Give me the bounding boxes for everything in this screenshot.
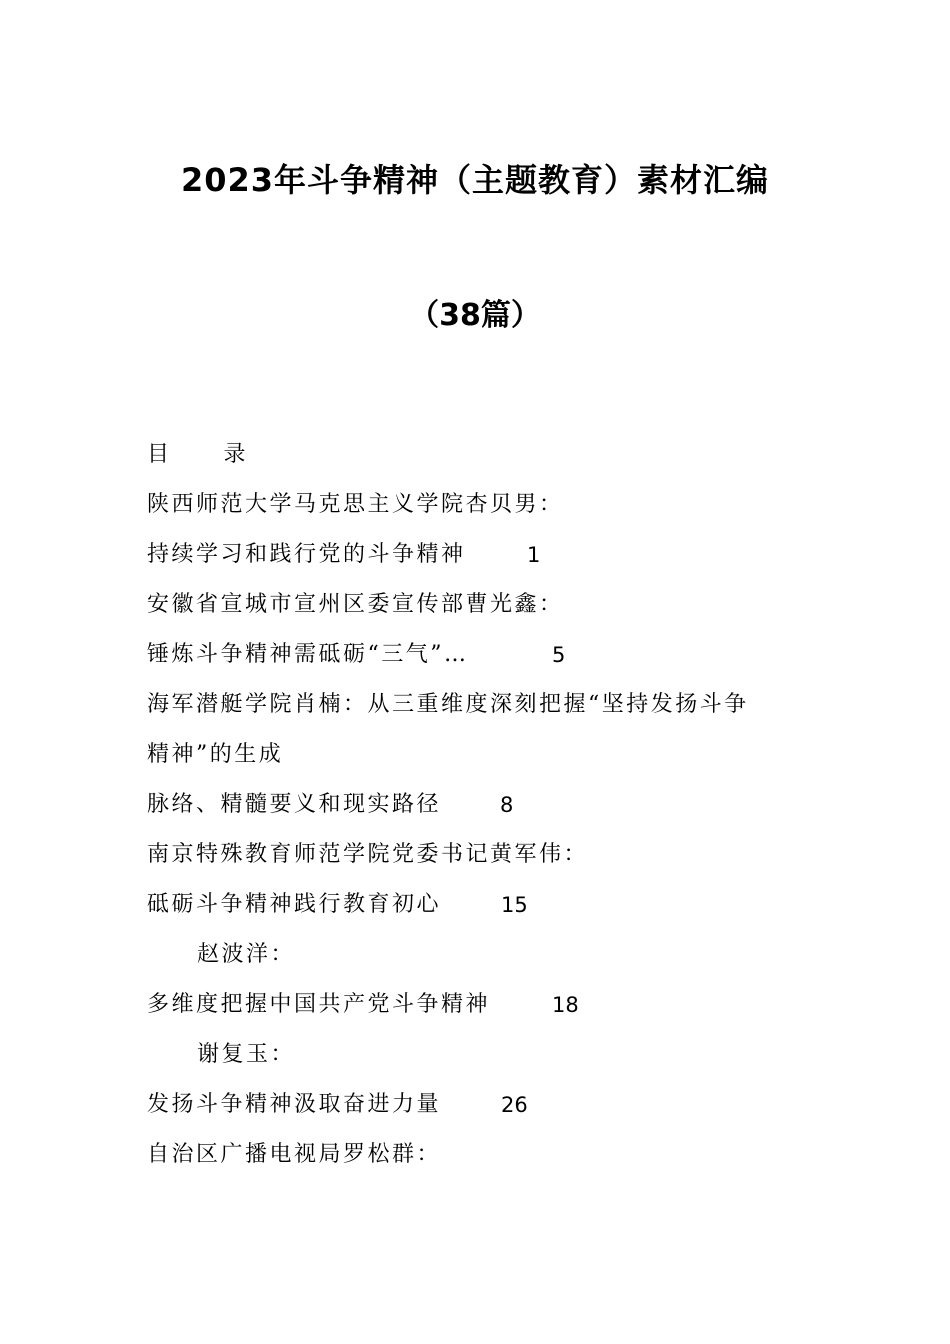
toc-entry[interactable] — [147, 830, 817, 880]
document-subtitle: （38篇） — [409, 298, 541, 333]
toc-entry-text: 精神”的生成 — [147, 742, 284, 767]
toc-entry-text: 陕西师范大学马克思主义学院杏贝男： — [147, 492, 564, 517]
toc-entry-text: 赵波洋： — [197, 942, 296, 967]
toc-entry-text: 持续学习和践行党的斗争精神 — [147, 542, 466, 567]
table-of-contents — [147, 430, 817, 1180]
toc-page-number: 5 — [552, 643, 566, 667]
toc-entry[interactable] — [147, 930, 817, 980]
toc-entry[interactable] — [147, 1080, 817, 1130]
toc-heading-left: 目 — [147, 442, 172, 467]
toc-entry-text: 多维度把握中国共产党斗争精神 — [147, 992, 491, 1017]
toc-heading — [147, 430, 817, 480]
document-title: 2023年斗争精神（主题教育）素材汇编 — [180, 161, 770, 199]
toc-entry[interactable] — [147, 480, 817, 530]
toc-entry[interactable] — [147, 780, 817, 830]
toc-entry[interactable] — [147, 1030, 817, 1080]
toc-heading-right: 录 — [223, 442, 249, 467]
toc-page-number: 26 — [501, 1093, 528, 1117]
toc-entry-text: 锤炼斗争精神需砥砺“三气”… — [147, 642, 469, 667]
toc-page-number: 1 — [527, 543, 541, 567]
toc-entry[interactable] — [147, 1130, 817, 1180]
toc-entry[interactable] — [147, 980, 817, 1030]
toc-entry-text: 海军潜艇学院肖楠：从三重维度深刻把握“坚持发扬斗争 — [147, 692, 749, 717]
toc-page-number: 18 — [552, 993, 579, 1017]
toc-entry-text: 南京特殊教育师范学院党委书记黄军伟： — [147, 842, 589, 867]
toc-entry[interactable] — [147, 730, 817, 780]
toc-page-number: 15 — [501, 893, 528, 917]
toc-entry-text: 砥砺斗争精神践行教育初心 — [147, 892, 442, 917]
toc-entry-text: 安徽省宣城市宣州区委宣传部曹光鑫： — [147, 592, 564, 617]
toc-entry[interactable] — [147, 880, 817, 930]
toc-entry[interactable] — [147, 680, 817, 730]
toc-entry[interactable] — [147, 630, 817, 680]
toc-entry[interactable] — [147, 580, 817, 630]
toc-entry-text: 自治区广播电视局罗松群： — [147, 1142, 442, 1167]
toc-entry-text: 脉络、精髓要义和现实路径 — [147, 792, 442, 817]
toc-entry-text: 发扬斗争精神汲取奋进力量 — [147, 1092, 442, 1117]
toc-entry-text: 谢复玉： — [197, 1042, 296, 1067]
toc-entry[interactable] — [147, 530, 817, 580]
toc-page-number: 8 — [500, 793, 514, 817]
